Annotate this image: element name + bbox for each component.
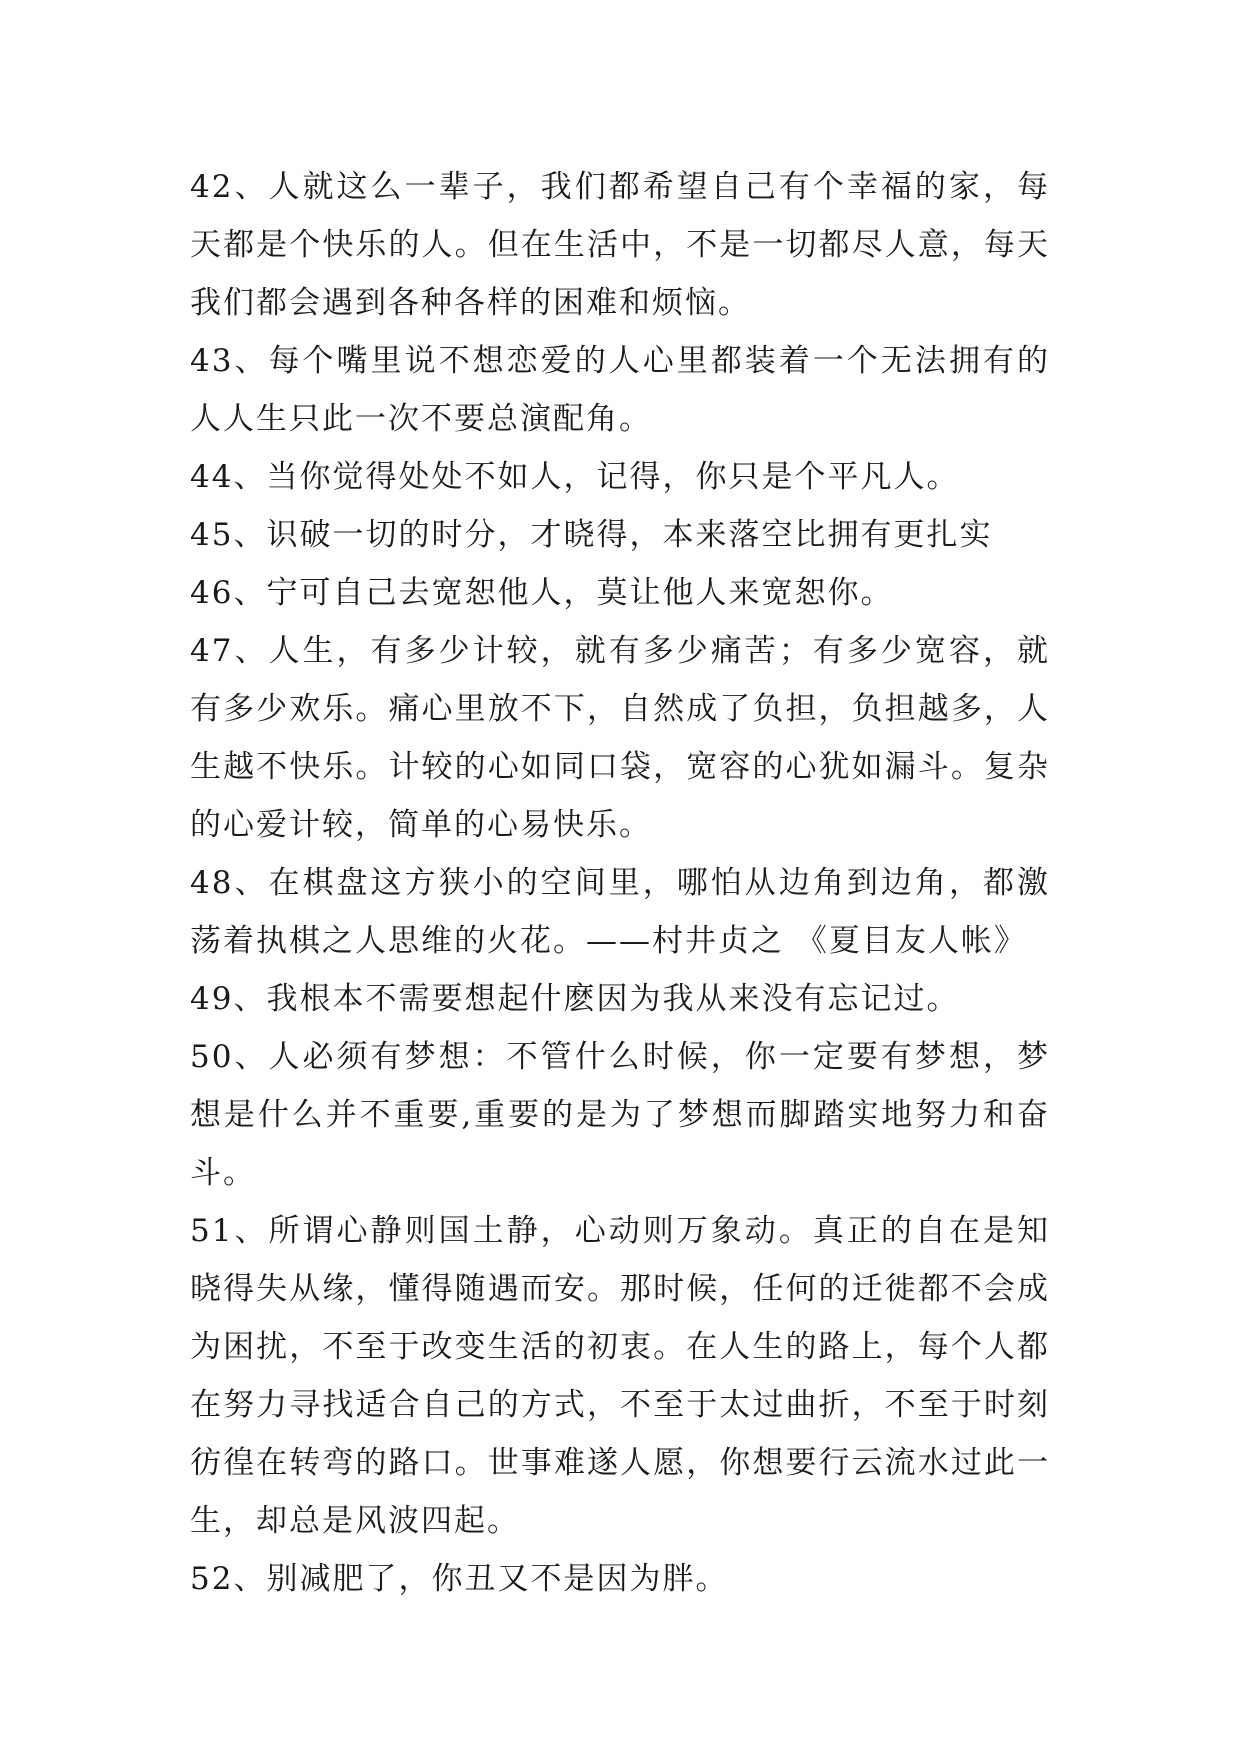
quote-entry-52: 52、别减肥了，你丑又不是因为胖。 [190, 1561, 729, 1597]
quote-entry-45: 45、识破一切的时分，才晓得，本来落空比拥有更扎实 [190, 517, 993, 553]
quote-entry-51: 51、所谓心静则国土静，心动则万象动。真正的自在是知晓得失从缘，懂得随遇而安。那时候，任何的迁徙都不会成为困扰，不至于改变生活的初衷。在人生的路上，每个人都在努力寻找适合自己的方式，不至于太过曲折，不至于时刻彷徨在转弯的路口。世事难遂人愿，你想要行云流水过此一生，却总是风波四起。 [190, 1213, 1050, 1539]
quote-entry-46: 46、宁可自己去宽恕他人，莫让他人来宽恕你。 [190, 575, 894, 611]
quote-entry-50: 50、人必须有梦想：不管什么时候，你一定要有梦想，梦想是什么并不重要,重要的是为了梦想而脚踏实地努力和奋斗。 [190, 1039, 1050, 1191]
quote-list [190, 158, 1050, 1608]
quote-entry-49: 49、我根本不需要想起什麽因为我从来没有忘记过。 [190, 981, 960, 1017]
quote-entry-48: 48、在棋盘这方狭小的空间里，哪怕从边角到边角，都激荡着执棋之人思维的火花。——村井贞之 《夏目友人帐》 [190, 865, 1050, 959]
quote-entry-47: 47、人生，有多少计较，就有多少痛苦；有多少宽容，就有多少欢乐。痛心里放不下，自然成了负担，负担越多，人生越不快乐。计较的心如同口袋，宽容的心犹如漏斗。复杂的心爱计较，简单的心易快乐。 [190, 633, 1050, 843]
quote-entry-44: 44、当你觉得处处不如人，记得，你只是个平凡人。 [190, 459, 960, 495]
quote-entry-43: 43、每个嘴里说不想恋爱的人心里都装着一个无法拥有的人人生只此一次不要总演配角。 [190, 343, 1050, 437]
quote-entry-42: 42、人就这么一辈子，我们都希望自己有个幸福的家，每天都是个快乐的人。但在生活中，不是一切都尽人意，每天我们都会遇到各种各样的困难和烦恼。 [190, 169, 1050, 321]
